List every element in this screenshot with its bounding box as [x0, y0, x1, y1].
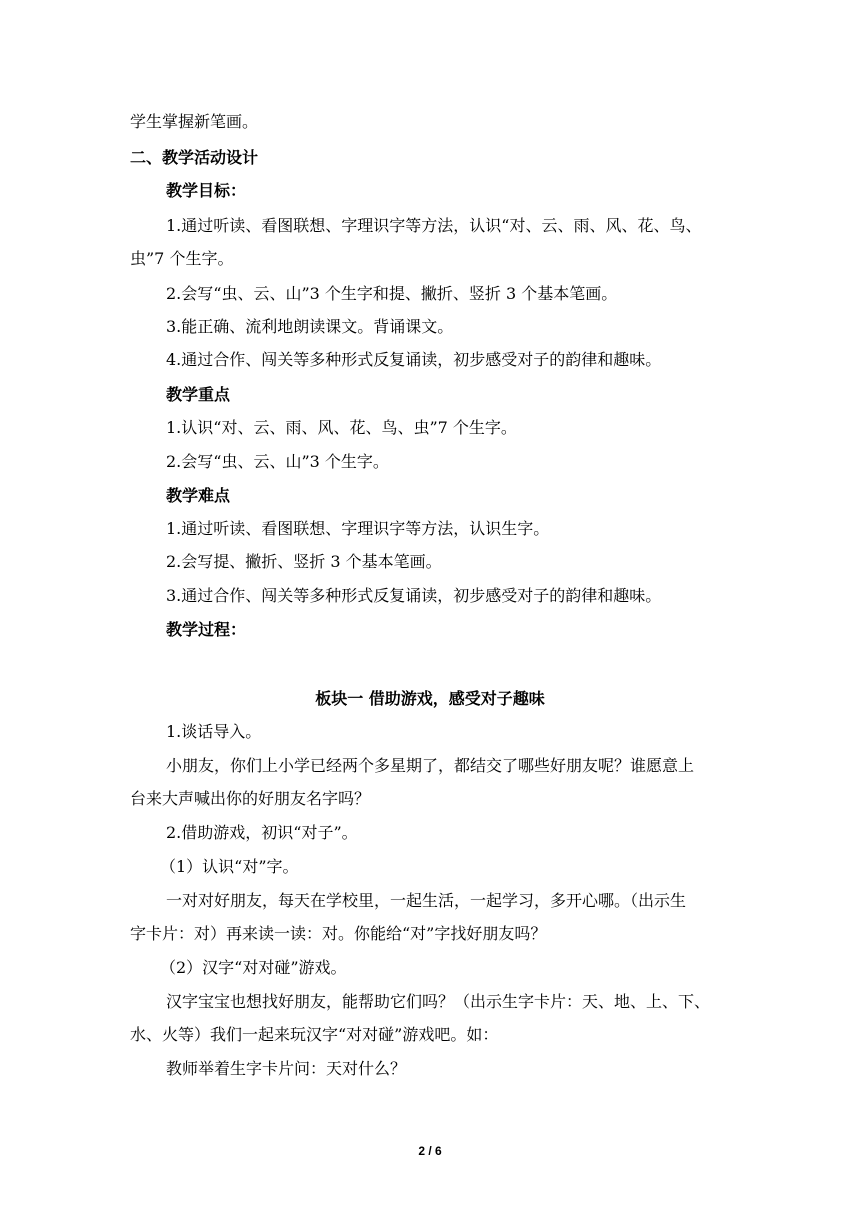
- text-line: 字卡片：对）再来读一读：对。你能给“对”字找好朋友吗？: [130, 924, 547, 943]
- text-line: 教师举着生字卡片问：天对什么？: [166, 1059, 407, 1078]
- text-line: 1.通过听读、看图联想、字理识字等方法，认识生字。: [166, 519, 550, 538]
- text-line: （1）认识“对”字。: [160, 857, 299, 876]
- text-line: 1.谈话导入。: [166, 722, 262, 741]
- text-line: 2.会写“虫、云、山”3 个生字。: [166, 452, 389, 471]
- text-line: 3.通过合作、闯关等多种形式反复诵读，初步感受对子的韵律和趣味。: [166, 586, 662, 605]
- subheading-difficulties: 教学难点: [166, 486, 231, 505]
- section-title-block-1: 板块一 借助游戏，感受对子趣味: [315, 689, 545, 708]
- subheading-objectives: 教学目标：: [166, 181, 247, 200]
- subheading-process: 教学过程：: [166, 620, 247, 639]
- text-line: 2.会写“虫、云、山”3 个生字和提、撇折、竖折 3 个基本笔画。: [166, 284, 618, 303]
- section-heading: 二、教学活动设计: [130, 148, 259, 167]
- text-line: 1.通过听读、看图联想、字理识字等方法，认识“对、云、雨、风、花、鸟、: [166, 216, 702, 235]
- subheading-key-points: 教学重点: [166, 385, 231, 404]
- text-line: 汉字宝宝也想找好朋友，能帮助它们吗？（出示生字卡片：天、地、上、下、: [166, 992, 711, 1011]
- text-line: 水、火等）我们一起来玩汉字“对对碰”游戏吧。如：: [130, 1025, 499, 1044]
- text-line: 台来大声喊出你的好朋友名字吗？: [130, 789, 371, 808]
- text-line: 虫”7 个生字。: [130, 249, 234, 268]
- text-line: （2）汉字“对对碰”游戏。: [160, 958, 347, 977]
- text-line: 2.借助游戏，初识“对子”。: [166, 823, 358, 842]
- text-line: 3.能正确、流利地朗读课文。背诵课文。: [166, 317, 454, 336]
- text-line: 小朋友，你们上小学已经两个多星期了，都结交了哪些好朋友呢？谁愿意上: [166, 756, 695, 775]
- text-line: 一对对好朋友，每天在学校里，一起生活，一起学习，多开心哪。（出示生: [166, 891, 687, 910]
- page-number: 2 / 6: [418, 1144, 442, 1158]
- text-line: 4.通过合作、闯关等多种形式反复诵读，初步感受对子的韵律和趣味。: [166, 350, 662, 369]
- text-line: 2.会写提、撇折、竖折 3 个基本笔画。: [166, 552, 442, 571]
- text-line: 学生掌握新笔画。: [130, 112, 259, 131]
- text-line: 1.认识“对、云、雨、风、花、鸟、虫”7 个生字。: [166, 418, 517, 437]
